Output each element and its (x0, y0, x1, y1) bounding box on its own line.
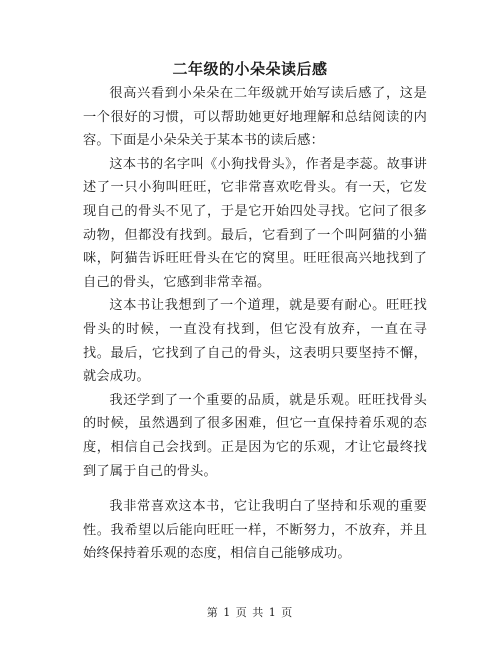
document-body (83, 82, 427, 566)
document-title: 二年级的小朵朵读后感 (172, 60, 328, 78)
page-footer: 第 1 页 共 1 页 (206, 606, 294, 619)
paragraph-patience: 这本书让我想到了一个道理，就是要有耐心。旺旺找骨头的时候，一直没有找到，但它没有放弃，一直在寻找。最后，它找到了自己的骨头，这表明只要坚持不懈，就会成功。 (83, 298, 427, 385)
paragraph-optimism: 我还学到了一个重要的品质，就是乐观。旺旺找骨头的时候，虽然遇到了很多困难，但它一直保持着乐观的态度，相信自己会找到。正是因为它的乐观，才让它最终找到了属于自己的骨头。 (83, 392, 427, 479)
paragraph-story: 这本书的名字叫《小狗找骨头》，作者是李蕊。故事讲述了一只小狗叫旺旺，它非常喜欢吃骨头。有一天，它发现自己的骨头不见了，于是它开始四处寻找。它问了很多动物，但都没有找到。最后，它看到了一个叫阿猫的小猫咪，阿猫告诉旺旺骨头在它的窝里。旺旺很高兴地找到了自己的骨头，它感到非常幸福。 (83, 156, 427, 290)
paragraph-conclusion: 我非常喜欢这本书，它让我明白了坚持和乐观的重要性。我希望以后能向旺旺一样，不断努力，不放弃，并且始终保持着乐观的态度，相信自己能够成功。 (83, 499, 427, 562)
paragraph-intro: 很高兴看到小朵朵在二年级就开始写读后感了，这是一个很好的习惯，可以帮助她更好地理解和总结阅读的内容。下面是小朵朵关于某本书的读后感： (83, 86, 427, 149)
